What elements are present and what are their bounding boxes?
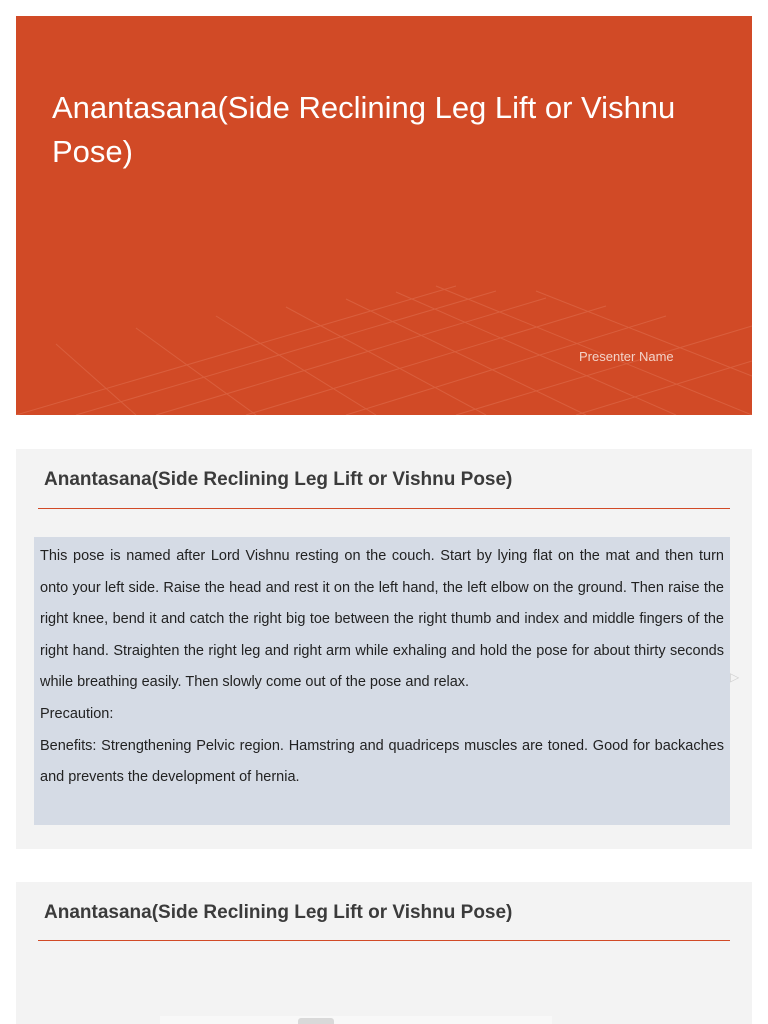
pose-image (160, 1016, 552, 1024)
arrow-icon: ▷ (730, 670, 740, 684)
image-slide (16, 882, 752, 1024)
slide-title: Anantasana(Side Reclining Leg Lift or Vishnu Pose) (52, 90, 676, 169)
benefits-text: Benefits: Strengthening Pelvic region. Hamstring and quadriceps muscles are toned. Good for backaches and prevents the development of hernia. (40, 737, 724, 786)
precaution-text: Precaution: (40, 705, 114, 722)
heading-underline (38, 508, 730, 509)
pose-instructions: This pose is named after Lord Vishnu resting on the couch. Start by lying flat on the mat and then turn onto your left side. Raise the head and rest it on the left hand, the left elbow on the ground. Then raise the right knee, bend it and catch the right big toe between the right thumb and index and middle fingers of the right hand. Straighten the right leg and right arm while exhaling and hold the pose for about thirty seconds while breathing easily. Then slowly come out of the pose and relax. (40, 548, 724, 691)
slide-heading: Anantasana(Side Reclining Leg Lift or Vishnu Pose) (44, 902, 513, 923)
pose-description-box (34, 537, 730, 825)
heading-underline (38, 940, 730, 941)
image-top-edge (298, 1018, 334, 1024)
content-slide (16, 449, 752, 849)
presenter-name: Presenter Name (579, 349, 674, 364)
slide-heading: Anantasana(Side Reclining Leg Lift or Vishnu Pose) (44, 469, 513, 490)
title-slide (16, 16, 752, 415)
